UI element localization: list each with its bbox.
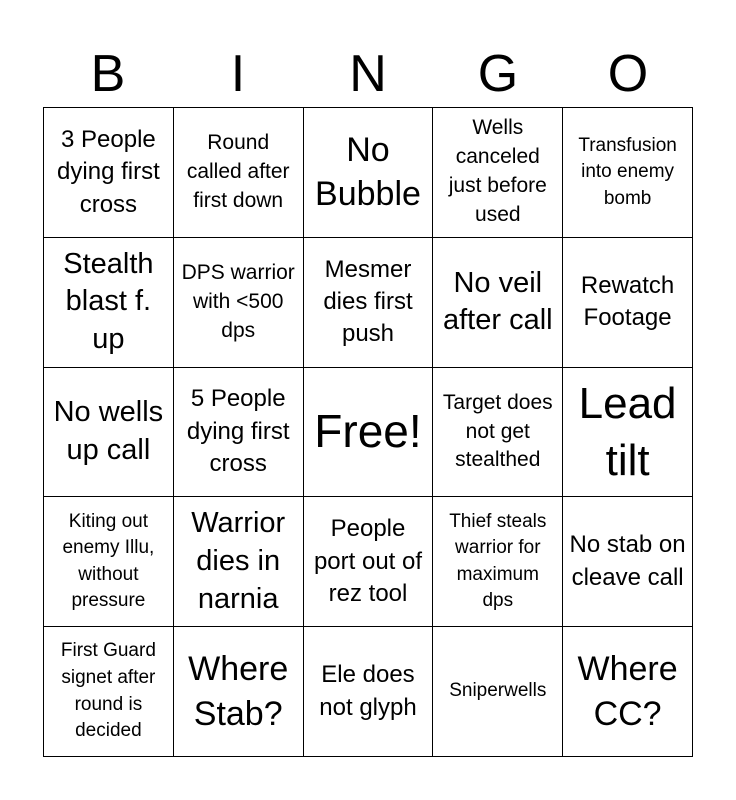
cell-text: Transfusion into enemy bomb (578, 134, 677, 209)
header-letter-g: G (477, 45, 519, 103)
header-letter-o: O (607, 45, 649, 103)
bingo-cell-r4c4[interactable] (433, 497, 563, 627)
cell-text: Kiting out enemy Illu, without pressure (62, 510, 155, 612)
cell-text: Mesmer dies first push (323, 255, 413, 348)
bingo-cell-r2c5[interactable] (563, 238, 693, 368)
bingo-cell-r4c1[interactable] (44, 497, 174, 627)
bingo-cell-r2c4[interactable] (433, 238, 563, 368)
cell-text: Free! (314, 405, 422, 458)
cell-text: 5 People dying first cross (186, 385, 290, 478)
bingo-cell-r1c2[interactable] (174, 108, 304, 238)
bingo-cell-r2c1[interactable] (44, 238, 174, 368)
cell-text: Wells canceled just before used (448, 116, 547, 227)
bingo-cell-r5c2[interactable] (174, 627, 304, 757)
cell-text: Sniperwells (449, 680, 547, 702)
cell-text: 3 People dying first cross (57, 125, 160, 218)
cell-text: No wells up call (53, 396, 164, 466)
bingo-cell-r1c5[interactable] (563, 108, 693, 238)
bingo-cell-r1c4[interactable] (433, 108, 563, 238)
bingo-cell-r3c2[interactable] (174, 368, 304, 498)
bingo-cell-r3c5[interactable] (563, 368, 693, 498)
cell-text: Warrior dies in narnia (191, 507, 286, 615)
bingo-cell-r4c5[interactable] (563, 497, 693, 627)
bingo-cell-r2c3[interactable] (304, 238, 434, 368)
bingo-cell-free[interactable] (304, 368, 434, 498)
cell-text: No Bubble (315, 131, 421, 214)
bingo-cell-r4c3[interactable] (304, 497, 434, 627)
cell-text: Where CC? (577, 650, 678, 733)
bingo-cell-r2c2[interactable] (174, 238, 304, 368)
cell-text: DPS warrior with <500 dps (181, 260, 295, 342)
bingo-cell-r1c1[interactable] (44, 108, 174, 238)
bingo-cell-r5c4[interactable] (433, 627, 563, 757)
bingo-cell-r4c2[interactable] (174, 497, 304, 627)
cell-text: Rewatch Footage (580, 271, 675, 332)
bingo-cell-r5c5[interactable] (563, 627, 693, 757)
cell-text: People port out of rez tool (313, 515, 423, 607)
cell-text: Target does not get stealthed (442, 390, 553, 472)
cell-text: Stealth blast f. up (63, 247, 154, 356)
cell-text: Thief steals warrior for maximum dps (449, 510, 547, 612)
cell-text: First Guard signet after round is decided (60, 640, 156, 742)
cell-text: Where Stab? (188, 650, 289, 733)
cell-text: No stab on cleave call (569, 531, 686, 591)
cell-text: Ele does not glyph (319, 661, 417, 721)
header-letter-b: B (90, 45, 126, 103)
bingo-board (43, 107, 693, 757)
cell-text: No veil after call (442, 266, 553, 337)
bingo-cell-r3c1[interactable] (44, 368, 174, 498)
bingo-cell-r5c3[interactable] (304, 627, 434, 757)
bingo-header (43, 40, 693, 108)
cell-text: Lead tilt (578, 378, 677, 485)
bingo-cell-r3c4[interactable] (433, 368, 563, 498)
header-letter-n: N (349, 45, 387, 103)
cell-text: Round called after first down (186, 130, 290, 212)
bingo-cell-r5c1[interactable] (44, 627, 174, 757)
bingo-cell-r1c3[interactable] (304, 108, 434, 238)
header-letter-i: I (230, 45, 246, 103)
